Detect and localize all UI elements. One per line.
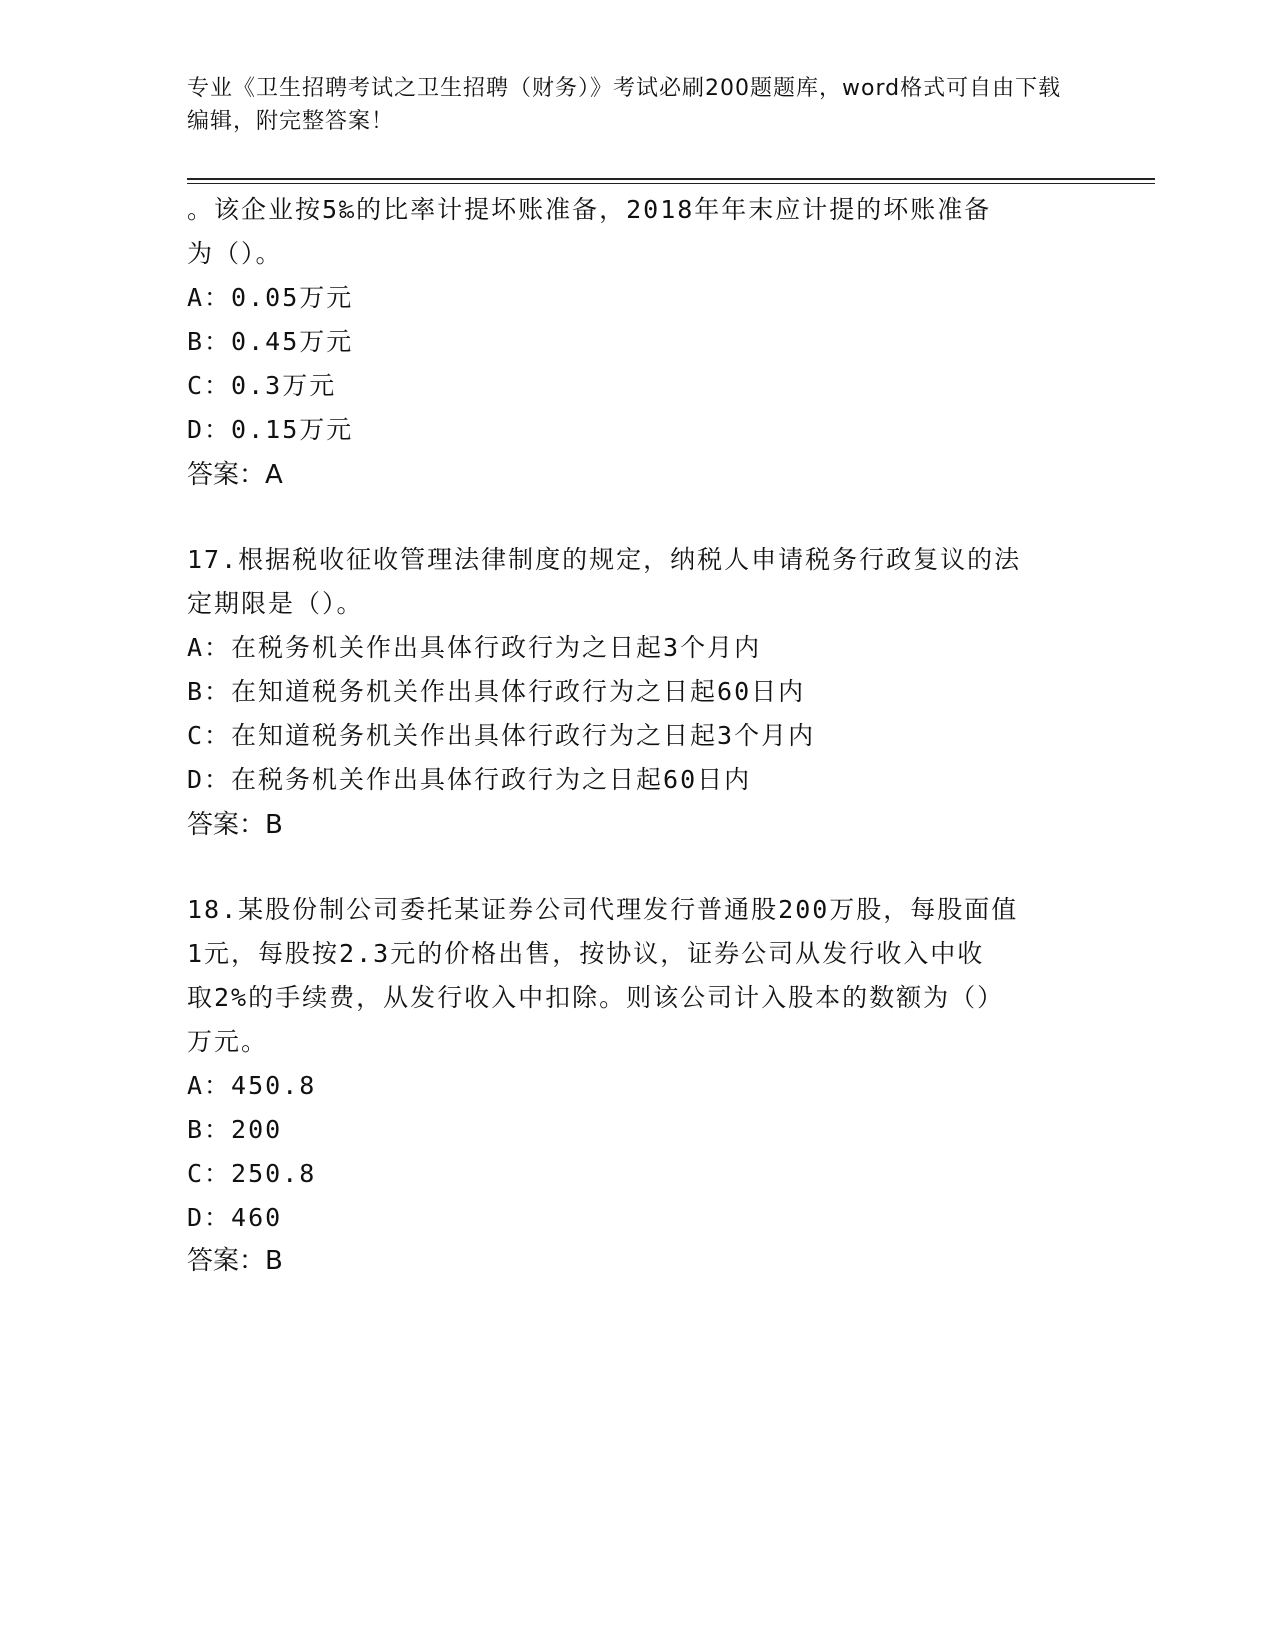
q18-stem-line3: 取2%的手续费，从发行收入中扣除。则该公司计入股本的数额为（） <box>187 983 1005 1012</box>
q18-option-d: D：460 <box>187 1203 283 1232</box>
q16-option-c: C：0.3万元 <box>187 371 337 400</box>
q18-option-c: C：250.8 <box>187 1159 317 1188</box>
q16-stem-line2: 为（）。 <box>187 239 283 268</box>
q17-option-c: C：在知道税务机关作出具体行政行为之日起3个月内 <box>187 721 816 750</box>
header-divider-thin <box>187 183 1155 184</box>
document-header: 专业《卫生招聘考试之卫生招聘（财务）》考试必刷200题题库，word格式可自由下载编辑，附完整答案！ <box>187 76 1062 134</box>
q16-answer: 答案：A <box>187 460 283 490</box>
q18-stem-line2: 1元，每股按2.3元的价格出售，按协议，证券公司从发行收入中收 <box>187 939 985 968</box>
q16-stem-line1: 。该企业按5‰的比率计提坏账准备，2018年年末应计提的坏账准备 <box>187 195 992 224</box>
q16-option-d: D：0.15万元 <box>187 415 354 444</box>
q17-option-b: B：在知道税务机关作出具体行政行为之日起60日内 <box>187 677 806 706</box>
q18-option-a: A：450.8 <box>187 1071 317 1100</box>
q18-stem-line1: 18.某股份制公司委托某证券公司代理发行普通股200万股，每股面值 <box>187 895 1019 924</box>
q18-stem-line4: 万元。 <box>187 1027 269 1056</box>
q17-stem-line1: 17.根据税收征收管理法律制度的规定，纳税人申请税务行政复议的法 <box>187 545 1022 574</box>
header-divider-thick <box>187 178 1155 180</box>
q17-option-d: D：在税务机关作出具体行政行为之日起60日内 <box>187 765 752 794</box>
q16-option-a: A：0.05万元 <box>187 283 354 312</box>
q18-option-b: B：200 <box>187 1115 283 1144</box>
q18-answer: 答案：B <box>187 1246 283 1276</box>
q17-answer: 答案：B <box>187 810 283 840</box>
q16-option-b: B：0.45万元 <box>187 327 354 356</box>
q17-stem-line2: 定期限是（）。 <box>187 589 364 618</box>
q17-option-a: A：在税务机关作出具体行政行为之日起3个月内 <box>187 633 762 662</box>
